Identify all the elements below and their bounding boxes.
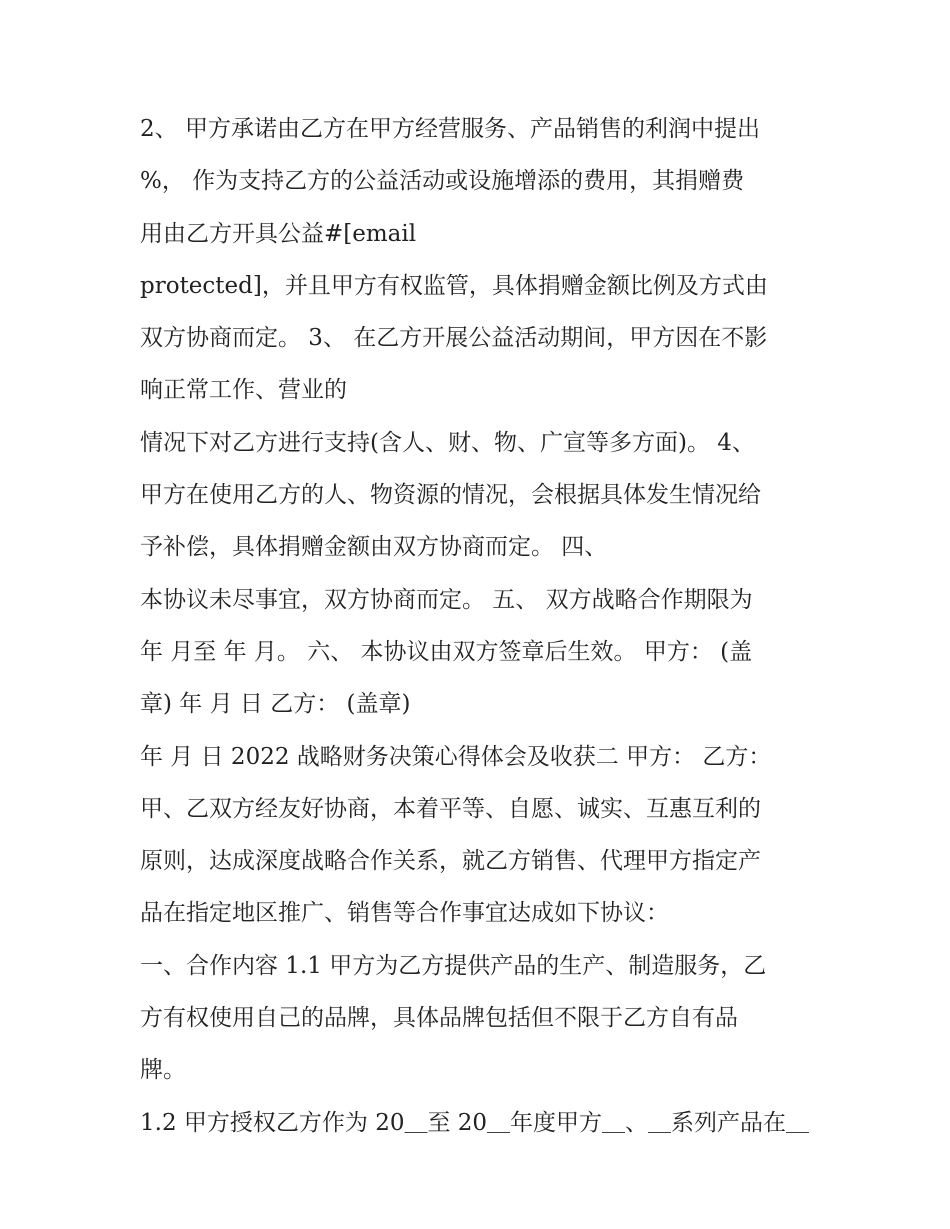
text-line: 1.2 甲方授权乙方作为 20＿至 20＿年度甲方＿、＿系列产品在＿ bbox=[140, 1109, 810, 1136]
text-line: 一、合作内容 1.1 甲方为乙方提供产品的生产、制造服务，乙 bbox=[140, 952, 767, 979]
text-line: 年 月 日 2022 战略财务决策心得体会及收获二 甲方： 乙方： bbox=[140, 743, 772, 770]
text-line: 响正常工作、营业的 bbox=[140, 377, 347, 404]
text-line: 甲方在使用乙方的人、物资源的情况，会根据具体发生情况给 bbox=[140, 482, 761, 509]
text-line: 予补偿，具体捐赠金额由双方协商而定。 四、 bbox=[140, 534, 608, 561]
text-line: 用由乙方开具公益#[email bbox=[140, 220, 417, 247]
text-line: 品在指定地区推广、销售等合作事宜达成如下协议： bbox=[140, 900, 669, 927]
text-line: 章) 年 月 日 乙方： (盖章) bbox=[140, 691, 411, 718]
text-line: protected]，并且甲方有权监管，具体捐赠金额比例及方式由 bbox=[140, 272, 768, 299]
text-line: 甲、乙双方经友好协商，本着平等、自愿、诚实、互惠互利的 bbox=[140, 795, 761, 822]
text-line: 双方协商而定。 3、 在乙方开展公益活动期间，甲方因在不影 bbox=[140, 325, 768, 352]
text-line: 牌。 bbox=[140, 1057, 186, 1084]
text-line: 方有权使用自己的品牌，具体品牌包括但不限于乙方自有品 bbox=[140, 1005, 738, 1032]
text-line: 年 月至 年 月。 六、 本协议由双方签章后生效。 甲方： (盖 bbox=[140, 638, 753, 665]
text-line: 原则，达成深度战略合作关系，就乙方销售、代理甲方指定产 bbox=[140, 848, 761, 875]
document-body bbox=[140, 103, 830, 1149]
text-line: 2、 甲方承诺由乙方在甲方经营服务、产品销售的利润中提出 bbox=[140, 116, 760, 142]
text-line: 情况下对乙方进行支持(含人、财、物、广宣等多方面)。 4、 bbox=[140, 429, 755, 456]
text-line: 本协议未尽事宜，双方协商而定。 五、 双方战略合作期限为 bbox=[140, 586, 753, 613]
text-line: %， 作为支持乙方的公益活动或设施增添的费用，其捐赠费 bbox=[140, 168, 745, 195]
